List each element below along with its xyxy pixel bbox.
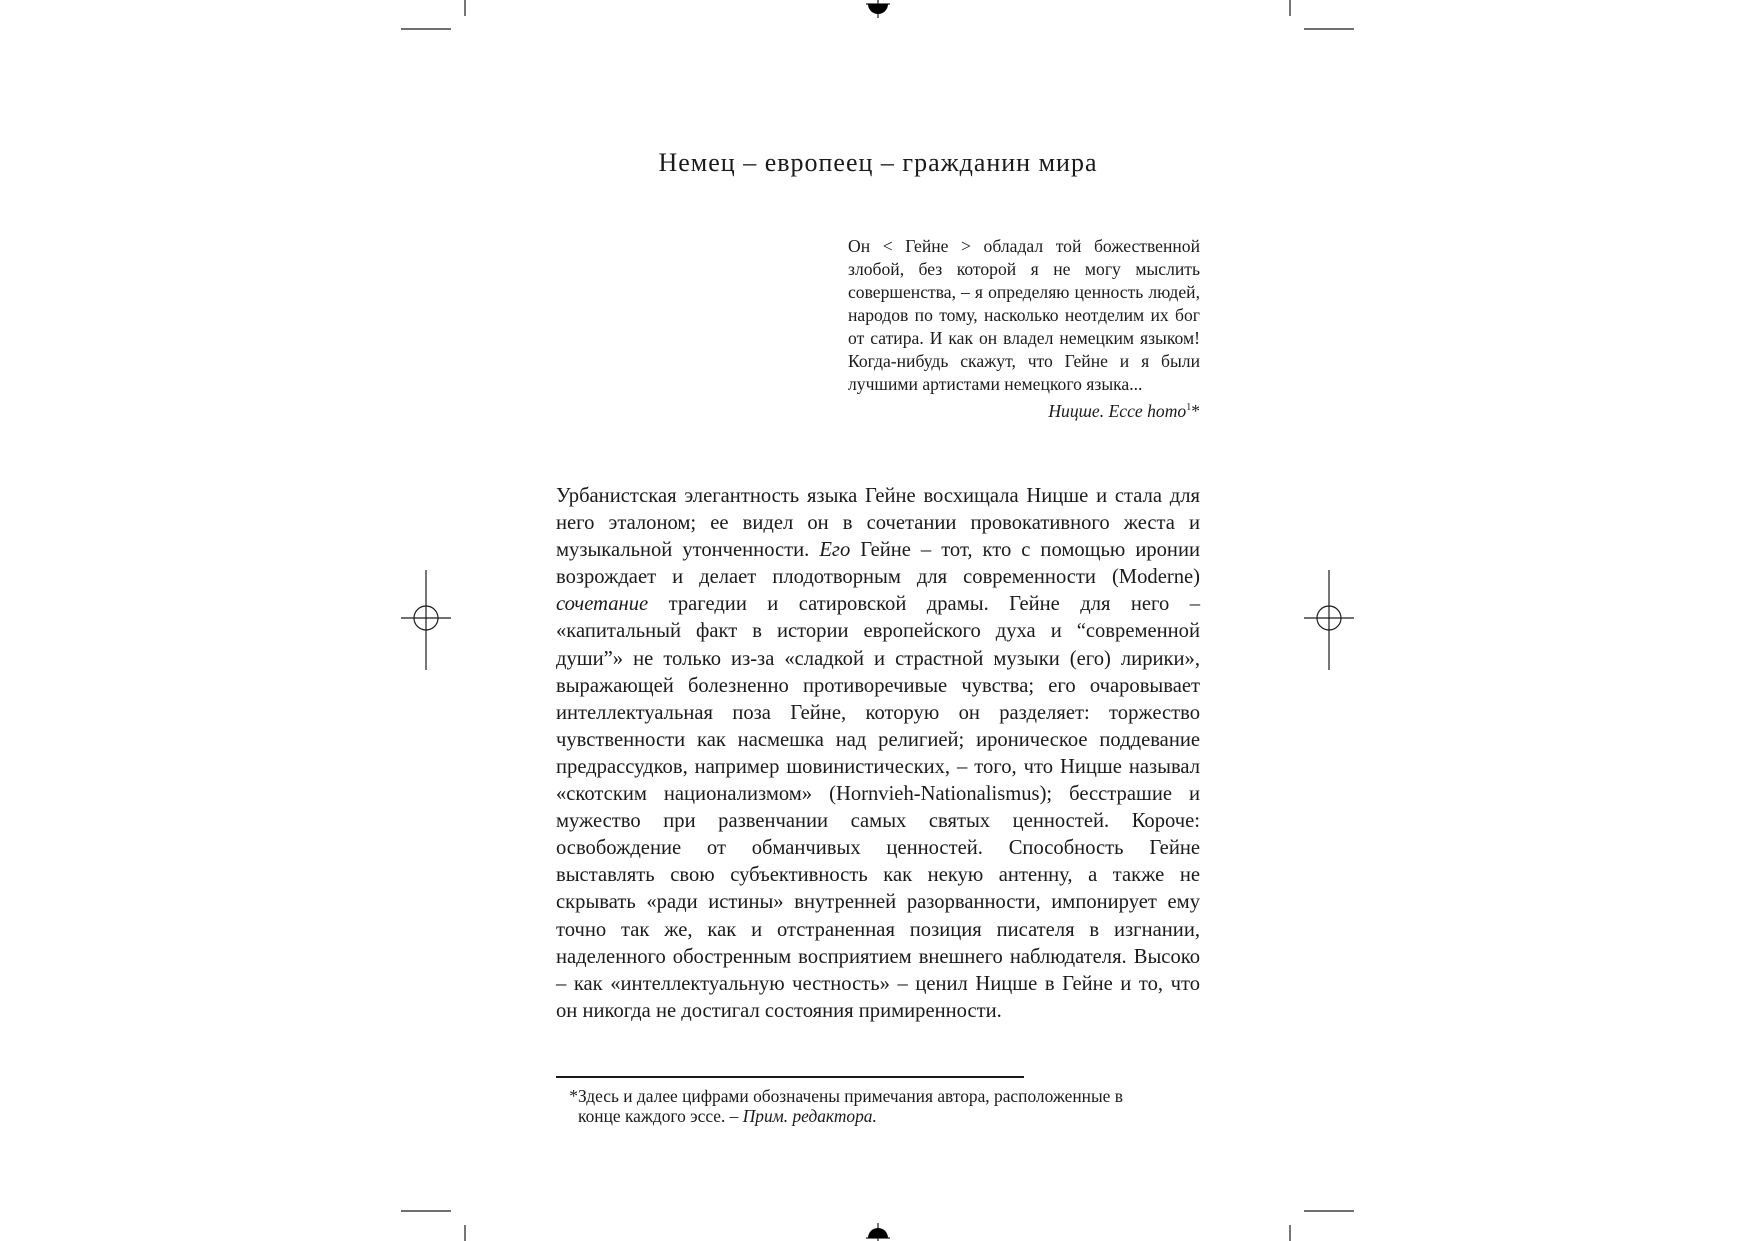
chapter-title: Немец – европеец – гражданин мира [658,148,1098,177]
footnote-editor-note: Прим. редактора. [742,1106,877,1126]
body-emphasis: Его [819,539,851,562]
epigraph-text: Он < Гейне > обладал той божественной злобой, без которой я не могу мыслить совершенства, – я определяю ценность людей, народов по тому, насколько неотделим их бог от сатира. И как он владел немецким языком! Когда-нибудь скажут, что Гейне и я были лучшими артистами немецкого языка... [848,236,1200,394]
footnote-rule [556,1076,1024,1078]
body-segment: трагедии и сатировской драмы. Гейне для него – «капитальный факт в истории европейского духа и “современной души”» не только из-за «сладкой и страстной музыки (его) лирики», выражающей болезненно противоречивые чувства; его очаровывает интеллектуальная поза Гейне, которую он разделяет: торжество чувственности как насмешка над религией; ироническое поддевание предрассудков, например шовинистических, – того, что Ницше называл «скотским национализмом» (Hornvieh-Nationalismus); бесстрашие и мужество при развенчании самых святых ценностей. Короче: освобождение от обманчивых ценностей. Способность Гейне выставлять свою субъективность как некую антенну, а также не скрывать «ради истины» внутренней разорванности, импонирует ему точно так же, как и отстраненная позиция писателя в изгнании, наделенного обостренным восприятием внешнего наблюдателя. Высоко – как «интеллектуальную честность» – ценил Ницше в Гейне и то, что он никогда не достигал состояния примиренности. [556,593,1200,1022]
attribution-text: Ницше. Ecce homo [1048,400,1187,421]
epigraph [848,235,1200,423]
body-paragraph [556,483,1200,1025]
footnote-marker: * [569,1086,578,1106]
footnote-line-1: Здесь и далее цифрами обозначены примечания автора, расположенные в [578,1086,1123,1106]
body-segment: Гейне – тот, кто с помощью иронии возрождает и делает плодотворным для современности (Moderne) [556,539,1200,589]
footnote-ref-asterisk[interactable]: * [1191,400,1200,421]
epigraph-attribution [848,396,1200,423]
footnote-line-2: конце каждого эссе. – [578,1106,743,1126]
note-ref-1[interactable]: 1 [1186,402,1192,413]
body-emphasis: сочетание [556,593,649,616]
body-segment: Урбанистская элегантность языка Гейне восхищала Ницше и стала для него эталоном; ее видел он в сочетании провокативного жеста и музыкальной утонченности. [556,485,1200,562]
footnote [556,1086,1200,1126]
